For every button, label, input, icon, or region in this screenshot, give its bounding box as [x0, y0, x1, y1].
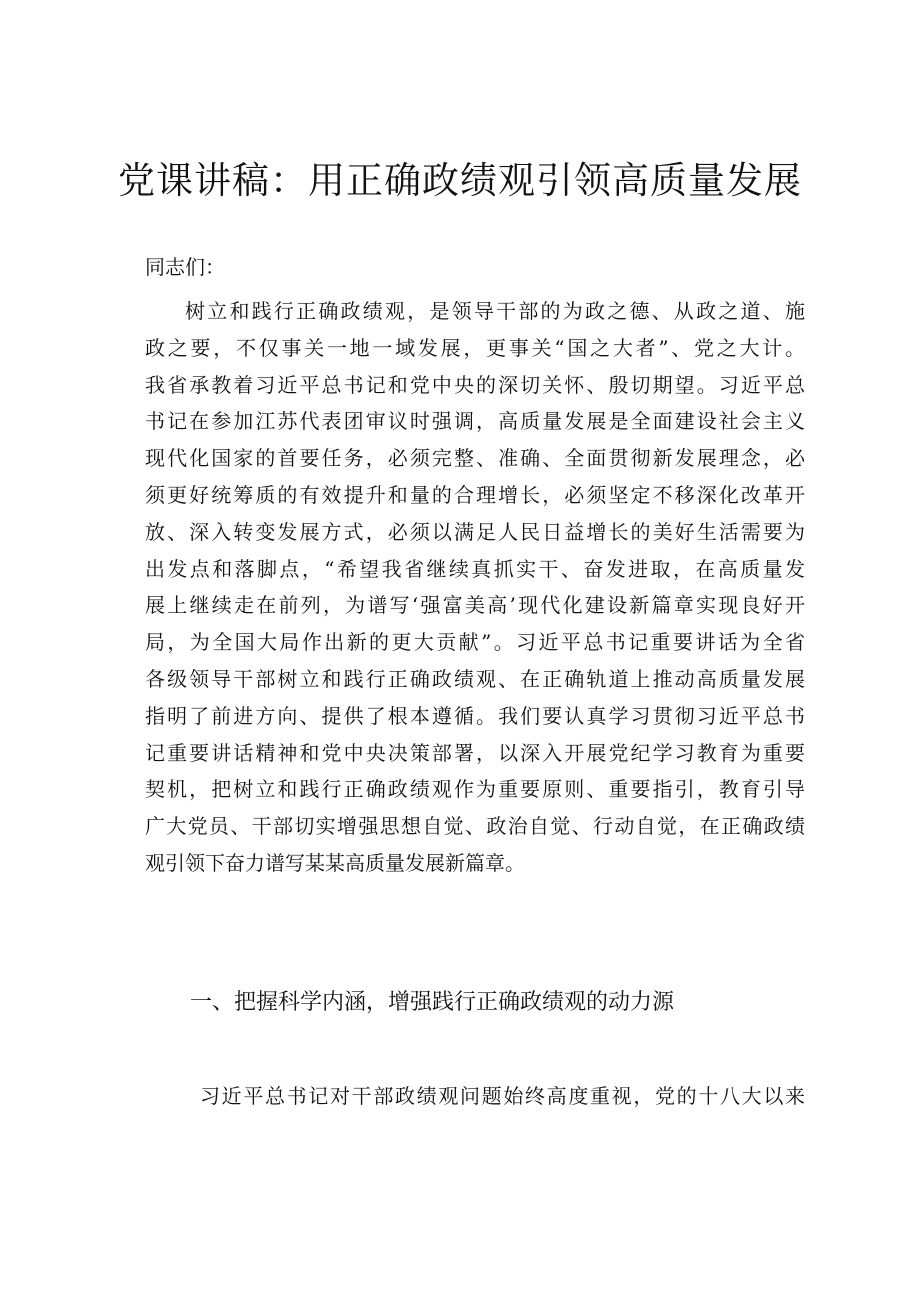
paragraph-line: 广大党员、干部切实增强思想自觉、政治自觉、行动自觉，在正确政绩: [145, 814, 805, 839]
paragraph-1: [145, 293, 805, 882]
paragraph-line: 现代化国家的首要任务，必须完整、准确、全面贯彻新发展理念，必: [145, 446, 805, 471]
paragraph-line: 放、深入转变发展方式，必须以满足人民日益增长的美好生活需要为: [145, 519, 805, 544]
paragraph-line: 指明了前进方向、提供了根本遵循。我们要认真学习贯彻习近平总书: [145, 703, 805, 728]
paragraph-line: 局，为全国大局作出新的更大贡献”。习近平总书记重要讲话为全省: [145, 630, 805, 655]
document-title: 党课讲稿：用正确政绩观引领高质量发展: [118, 159, 802, 202]
paragraph-line: 出发点和落脚点，“希望我省继续真抓实干、奋发进取，在高质量发: [145, 556, 805, 581]
paragraph-line: 记重要讲话精神和党中央决策部署，以深入开展党纪学习教育为重要: [145, 740, 805, 765]
paragraph-line: 展上继续走在前列，为谱写‘强富美高’现代化建设新篇章实现良好开: [145, 593, 805, 618]
paragraph-line: 树立和践行正确政绩观，是领导干部的为政之德、从政之道、施: [185, 299, 805, 323]
salutation: 同志们：: [145, 255, 225, 279]
paragraph-line: 各级领导干部树立和践行正确政绩观、在正确轨道上推动高质量发展: [145, 666, 805, 691]
paragraph-line: 我省承教着习近平总书记和党中央的深切关怀、殷切期望。习近平总: [145, 372, 805, 397]
paragraph-line: 观引领下奋力谱写某某高质量发展新篇章。: [145, 850, 525, 875]
section-heading: 一、把握科学内涵，增强践行正确政绩观的动力源: [190, 990, 675, 1015]
paragraph-line: 书记在参加江苏代表团审议时强调，高质量发展是全面建设社会主义: [145, 409, 805, 434]
paragraph-line: 须更好统筹质的有效提升和量的合理增长，必须坚定不移深化改革开: [145, 482, 805, 507]
paragraph-line: 政之要，不仅事关一地一域发展，更事关“国之大者”、党之大计。: [145, 335, 805, 360]
paragraph-2-line: 习近平总书记对干部政绩观问题始终高度重视，党的十八大以来: [200, 1084, 805, 1108]
paragraph-line: 契机，把树立和践行正确政绩观作为重要原则、重要指引，教育引导: [145, 777, 805, 802]
